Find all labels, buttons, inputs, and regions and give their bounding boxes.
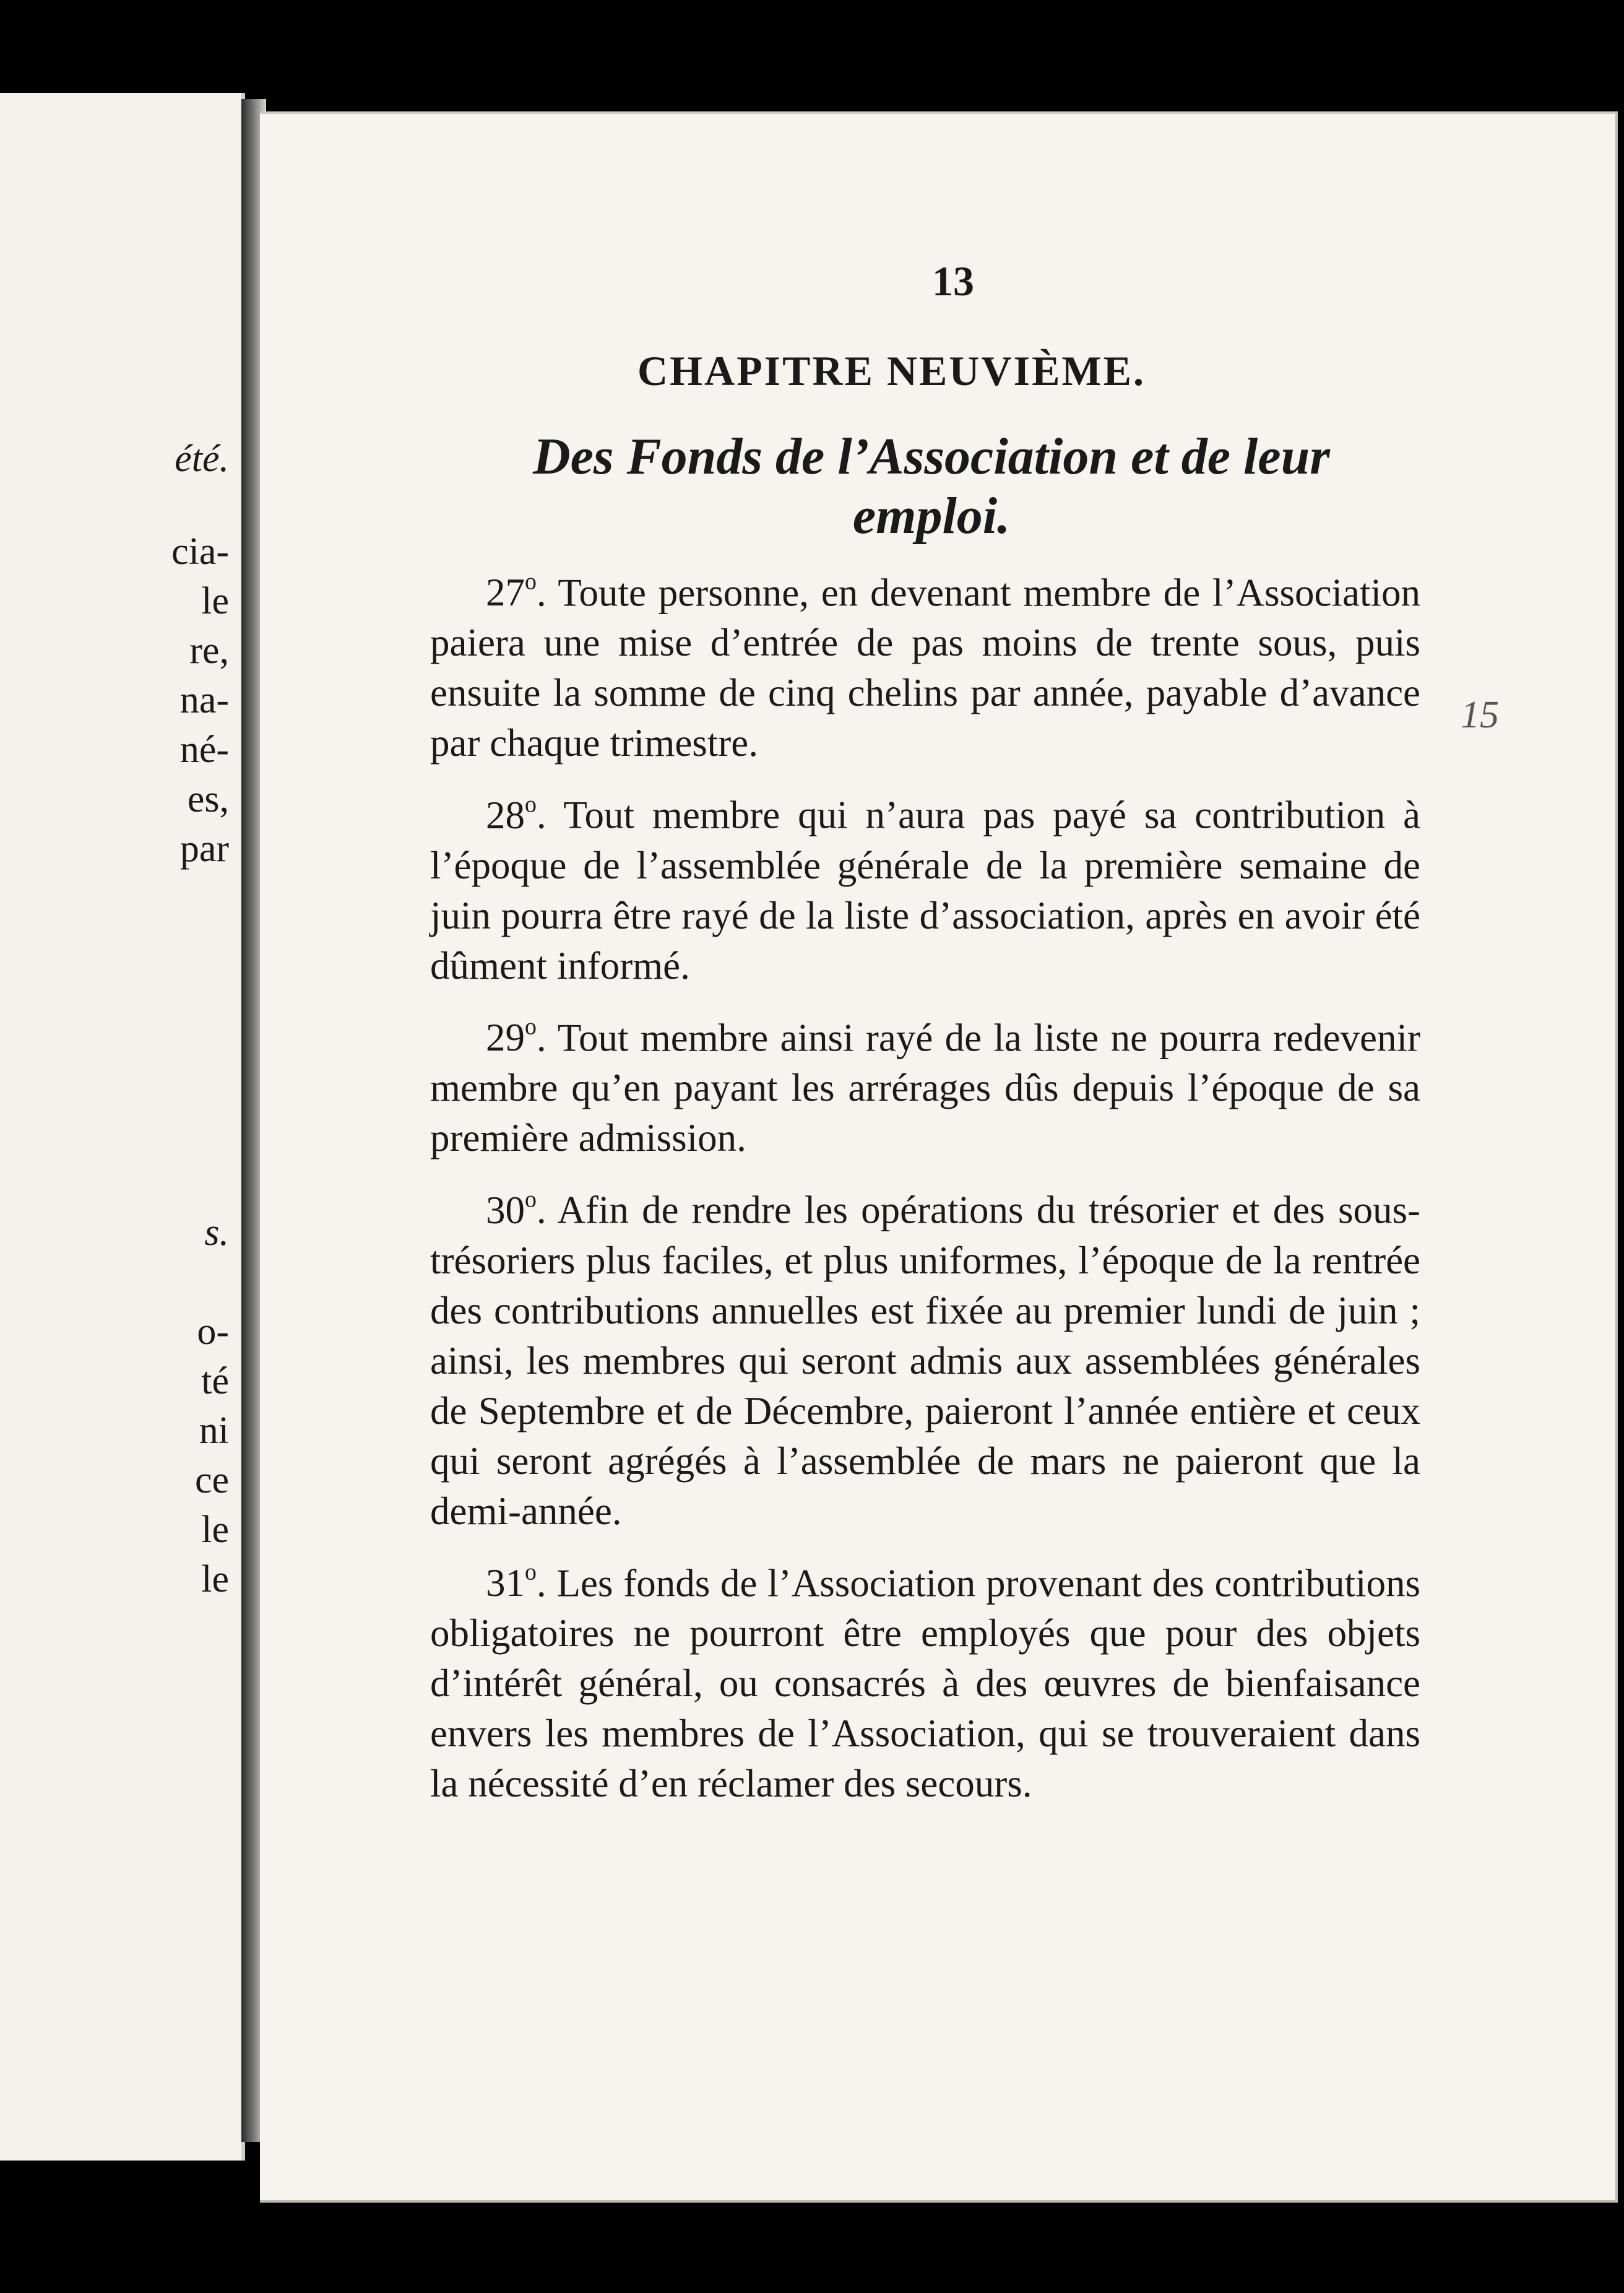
left-page-fragment: ce [194,1459,229,1501]
left-page-fragment: té [201,1360,229,1402]
scan-background [0,2204,1624,2293]
left-page-fragment: le [201,1509,229,1551]
left-page-fragment: re, [189,630,229,672]
left-page-fragment: été. [175,438,229,480]
article-text: . Tout membre qui n’aura pas payé sa contribution à l’époque de l’assemblée générale de la première semaine de juin pourra être rayé de la liste d’association, après en avoir été dûment informé. [430,793,1420,987]
article-text: . Toute personne, en devenant membre de l’Association paiera une mise d’entrée de pas moins de trente sous, puis ensuite la somme de cinq chelins par année, payable d’avance par chaque trimestre. [430,571,1420,765]
left-page-fragment: par [179,828,229,870]
article-number: 30$^o$ [486,1186,537,1232]
article-text: . Les fonds de l’Association provenant des contributions obligatoires ne pourront être employés que pour des objets d’intérêt général, ou consacrés à des œuvres de bienfaisance envers les membres de l’Association, qui se trouveraient dans la nécessité d’en réclamer des secours. [430,1561,1420,1806]
left-page-fragment: s. [204,1212,229,1254]
article-text: . Tout membre ainsi rayé de la liste ne pourra redevenir membre qu’en payant les arrérages dûs depuis l’époque de sa première admission. [430,1016,1420,1160]
left-page-fragment: le [201,1558,229,1600]
section-title: Des Fonds de l’Association et de leur emploi. [532,428,1330,545]
article-number: 27$^o$ [486,569,537,615]
page-number: 13 [932,258,974,305]
article-paragraph [430,1002,1420,1163]
article-number: 29$^o$ [486,1013,537,1060]
left-page [0,93,245,2161]
left-page-fragment: na- [179,679,229,721]
body-text [430,557,1420,1820]
article-number: 31$^o$ [486,1559,537,1605]
left-page-fragment: o- [197,1311,229,1353]
article-paragraph [430,1174,1420,1536]
chapter-title: CHAPITRE NEUVIÈME. [637,347,1146,394]
left-page-fragment: es, [187,778,229,820]
article-paragraph [430,779,1420,990]
left-page-fragment: le [201,580,229,622]
article-paragraph [430,557,1420,768]
left-page-fragment: ni [199,1410,229,1452]
article-paragraph [430,1548,1420,1809]
handwritten-note: 15 [1461,694,1499,736]
article-text: . Afin de rendre les opérations du trésorier et des sous-trésoriers plus faciles, et plus uniformes, l’époque de la rentrée des contributions annuelles est fixée au premier lundi de juin ; ainsi, les membres qui seront admis aux assemblées générales de Septembre et de Décembre, paieront l’année entière et ceux qui seront agrégés à l’assemblée de mars ne paieront que la demi-année. [430,1188,1420,1533]
left-page-fragment: cia- [171,531,229,573]
left-page-fragment: né- [179,729,229,771]
article-number: 28$^o$ [486,791,537,837]
